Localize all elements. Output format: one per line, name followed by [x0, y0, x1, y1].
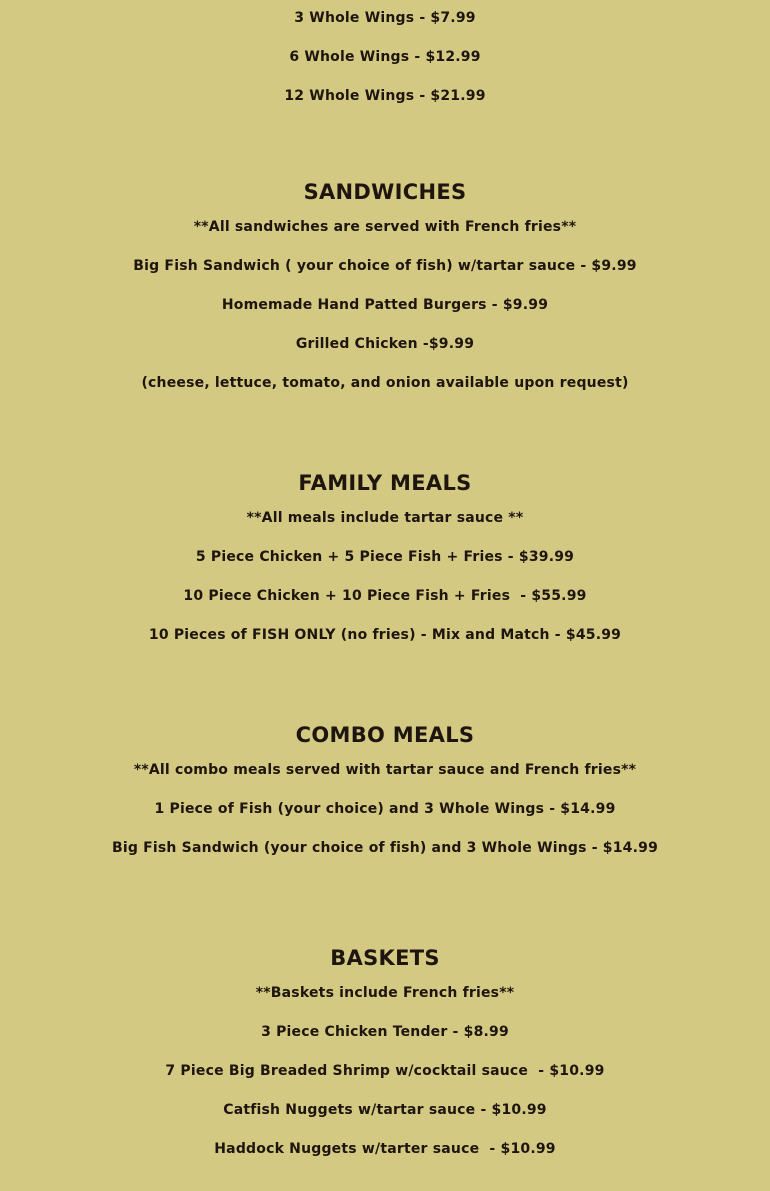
menu-item-5-piece-family: 5 Piece Chicken + 5 Piece Fish + Fries - $39.99 — [195, 549, 575, 565]
menu-item-grilled-chicken: Grilled Chicken -$9.99 — [295, 336, 475, 352]
menu-item-10-fish-only: 10 Pieces of FISH ONLY (no fries) - Mix and Match - $45.99 — [148, 627, 622, 643]
menu-item-catfish-nuggets: Catfish Nuggets w/tartar sauce - $10.99 — [223, 1102, 547, 1118]
sandwiches-heading: SANDWICHES — [303, 180, 467, 204]
sandwiches-note: **All sandwiches are served with French fries** — [193, 219, 577, 235]
menu-item-breaded-shrimp: 7 Piece Big Breaded Shrimp w/cocktail sauce - $10.99 — [165, 1063, 605, 1079]
menu-item-3-wings: 3 Whole Wings - $7.99 — [294, 10, 476, 26]
sandwiches-section — [0, 179, 770, 413]
combo-meals-note: **All combo meals served with tartar sauce and French fries** — [133, 762, 637, 778]
menu-item-10-piece-family: 10 Piece Chicken + 10 Piece Fish + Fries - $55.99 — [183, 588, 587, 604]
baskets-section — [0, 945, 770, 1179]
menu-item-sandwich-and-wings-combo: Big Fish Sandwich (your choice of fish) and 3 Whole Wings - $14.99 — [111, 840, 659, 856]
menu-item-fish-and-wings-combo: 1 Piece of Fish (your choice) and 3 Whole Wings - $14.99 — [154, 801, 616, 817]
menu-item-burgers: Homemade Hand Patted Burgers - $9.99 — [221, 297, 549, 313]
baskets-heading: BASKETS — [330, 946, 440, 970]
menu-item-6-wings: 6 Whole Wings - $12.99 — [289, 49, 481, 65]
menu-item-chicken-tender: 3 Piece Chicken Tender - $8.99 — [261, 1024, 509, 1040]
wings-section — [0, 9, 770, 126]
menu-item-haddock-nuggets: Haddock Nuggets w/tarter sauce - $10.99 — [214, 1141, 556, 1157]
combo-meals-section — [0, 722, 770, 878]
menu-item-12-wings: 12 Whole Wings - $21.99 — [284, 88, 486, 104]
family-meals-heading: FAMILY MEALS — [298, 471, 472, 495]
family-meals-note: **All meals include tartar sauce ** — [246, 510, 524, 526]
sandwiches-toppings-note: (cheese, lettuce, tomato, and onion available upon request) — [141, 375, 629, 391]
menu-item-big-fish-sandwich: Big Fish Sandwich ( your choice of fish) w/tartar sauce - $9.99 — [133, 258, 637, 274]
combo-meals-heading: COMBO MEALS — [295, 723, 475, 747]
family-meals-section — [0, 470, 770, 665]
baskets-note: **Baskets include French fries** — [255, 985, 515, 1001]
